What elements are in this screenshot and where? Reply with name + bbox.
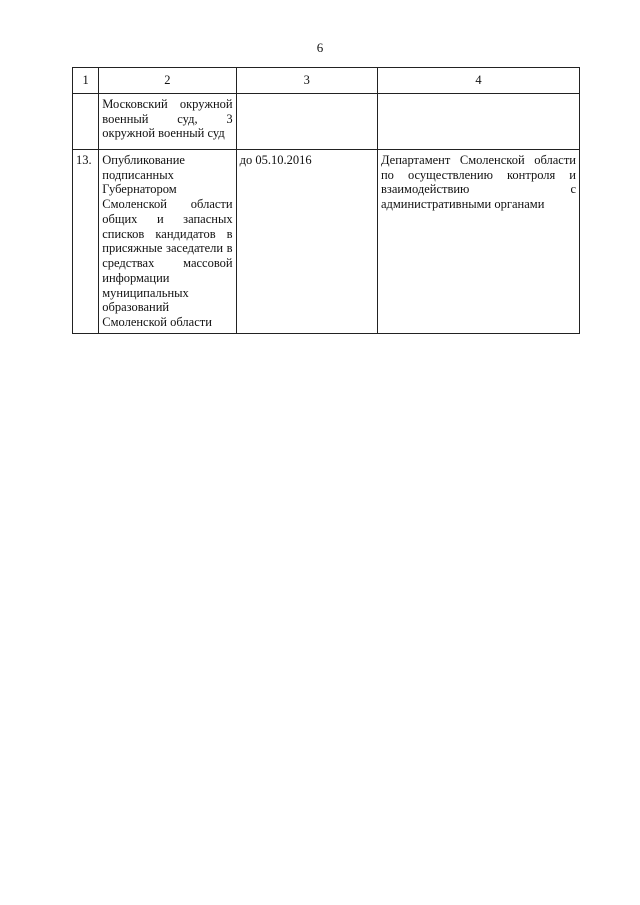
event-cell: Опубликование подписанных Губернатором Смоленской области общих и запасных списков кандидатов в присяжные заседатели в средствах массовой информации муниципальных образований Смоленской области [99,149,236,333]
deadline-cell [236,93,377,149]
header-col-3: 3 [236,68,377,94]
deadline-cell: до 05.10.2016 [236,149,377,333]
table-row [73,93,580,149]
responsible-cell [377,93,579,149]
row-number: 13. [73,149,99,333]
page-number: 6 [316,40,324,55]
row-number [73,93,99,149]
header-col-4: 4 [377,68,579,94]
schedule-table [72,67,580,334]
table-header-row [73,68,580,94]
responsible-cell: Департамент Смоленской области по осуществлению контроля и взаимодействию с административными органами [377,149,579,333]
header-col-1: 1 [73,68,99,94]
header-col-2: 2 [99,68,236,94]
event-cell: Московский окружной военный суд, 3 окружной военный суд [99,93,236,149]
table-row [73,149,580,333]
